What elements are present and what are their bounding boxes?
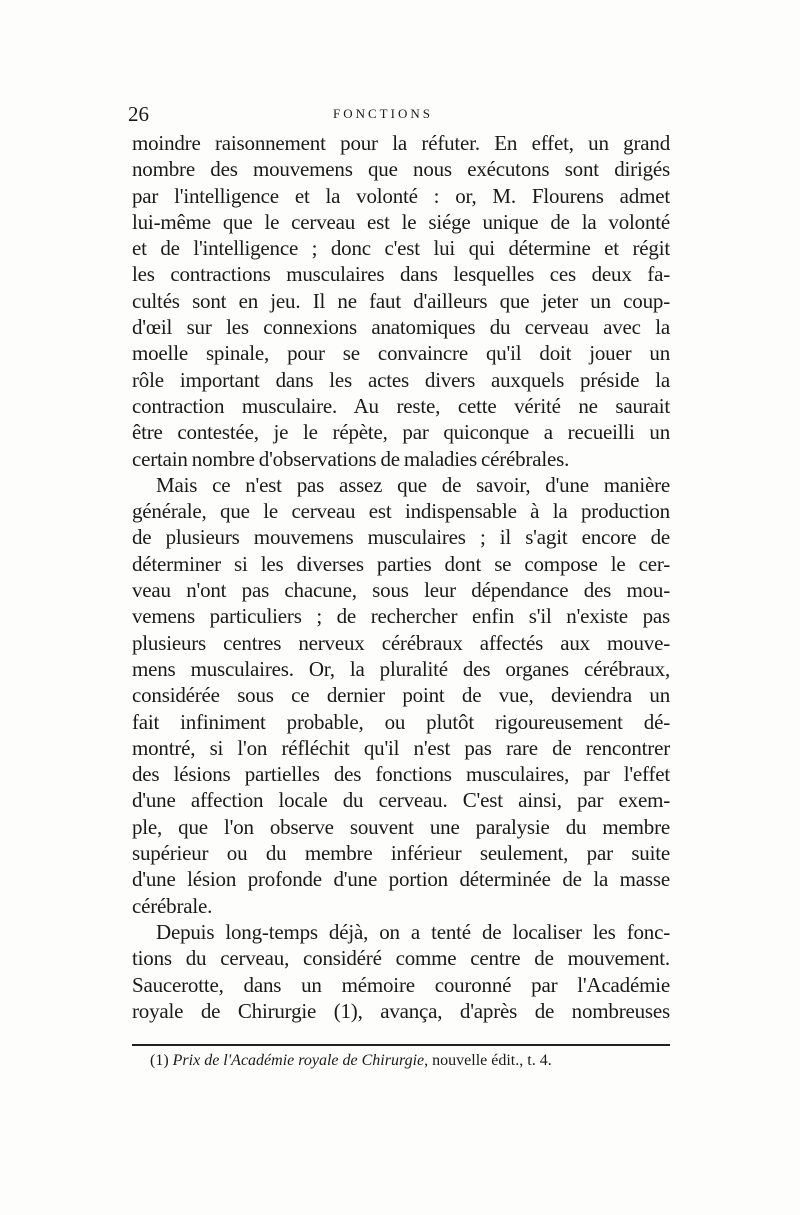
text-line: d'une lésion profonde d'une portion déterminée de la masse: [132, 867, 670, 892]
text-line: supérieur ou du membre inférieur seulement, par suite: [132, 841, 670, 866]
text-line: plusieurs centres nerveux cérébraux affectés aux mouve-: [132, 630, 670, 655]
text-line: fait infiniment probable, ou plutôt rigoureusement dé-: [132, 709, 670, 734]
text-line: être contestée, je le répète, par quiconque a recueilli un: [132, 420, 670, 445]
text-line: moelle spinale, pour se convaincre qu'il doit jouer un: [132, 341, 670, 366]
text-line: déterminer si les diverses parties dont se compose le cer-: [132, 551, 670, 576]
footnote-divider: [132, 1044, 670, 1046]
text-line: veau n'ont pas chacune, sous leur dépendance des mou-: [132, 578, 670, 603]
text-line: d'œil sur les connexions anatomiques du cerveau avec la: [132, 315, 670, 340]
text-line: mens musculaires. Or, la pluralité des organes cérébraux,: [132, 656, 670, 681]
text-line: nombre des mouvemens que nous exécutons sont dirigés: [132, 157, 670, 182]
text-line: lui-même que le cerveau est le siége unique de la volonté: [132, 209, 670, 234]
text-line: de plusieurs mouvemens musculaires ; il s'agit encore de: [132, 525, 670, 550]
text-line: rôle important dans les actes divers auxquels préside la: [132, 367, 670, 392]
running-title: FONCTIONS: [333, 106, 433, 121]
text-line: royale de Chirurgie (1), avança, d'après de nombreuses: [132, 998, 670, 1023]
text-line: certain nombre d'observations de maladies cérébrales.: [132, 446, 570, 471]
footnote-marker: (1): [150, 1052, 169, 1069]
body-text: [132, 130, 670, 1024]
running-head: [128, 102, 668, 126]
footnote-source-title: Prix de l'Académie royale de Chirurgie: [172, 1052, 425, 1069]
text-line: tions du cerveau, considéré comme centre de mouvement.: [132, 946, 670, 971]
text-line: cérébrale.: [132, 893, 213, 918]
footnote-edition: , nouvelle édit., t. 4.: [424, 1052, 552, 1069]
text-line: générale, que le cerveau est indispensable à la production: [132, 499, 670, 524]
text-line: d'une affection locale du cerveau. C'est ainsi, par exem-: [132, 788, 670, 813]
text-line: des lésions partielles des fonctions musculaires, par l'effet: [132, 762, 670, 787]
text-line: moindre raisonnement pour la réfuter. En effet, un grand: [132, 131, 670, 155]
text-line: contraction musculaire. Au reste, cette vérité ne saurait: [132, 393, 670, 418]
text-line: les contractions musculaires dans lesquelles ces deux fa-: [132, 262, 670, 287]
text-line: Saucerotte, dans un mémoire couronné par l'Académie: [132, 972, 670, 997]
text-line: par l'intelligence et la volonté : or, M. Flourens admet: [132, 183, 670, 208]
text-line: considérée sous ce dernier point de vue, deviendra un: [132, 683, 670, 708]
text-line: Mais ce n'est pas assez que de savoir, d'une manière: [156, 472, 670, 497]
footnote: [150, 1052, 670, 1070]
text-line: et de l'intelligence ; donc c'est lui qui détermine et régit: [132, 236, 670, 261]
text-line: cultés sont en jeu. Il ne faut d'ailleurs que jeter un coup-: [132, 288, 670, 313]
text-line: Depuis long-temps déjà, on a tenté de localiser les fonc-: [156, 919, 670, 944]
text-line: montré, si l'on réfléchit qu'il n'est pas rare de rencontrer: [132, 735, 670, 760]
text-line: vemens particuliers ; de rechercher enfin s'il n'existe pas: [132, 604, 670, 629]
page-number: 26: [128, 102, 149, 126]
text-line: ple, que l'on observe souvent une paralysie du membre: [132, 814, 670, 839]
